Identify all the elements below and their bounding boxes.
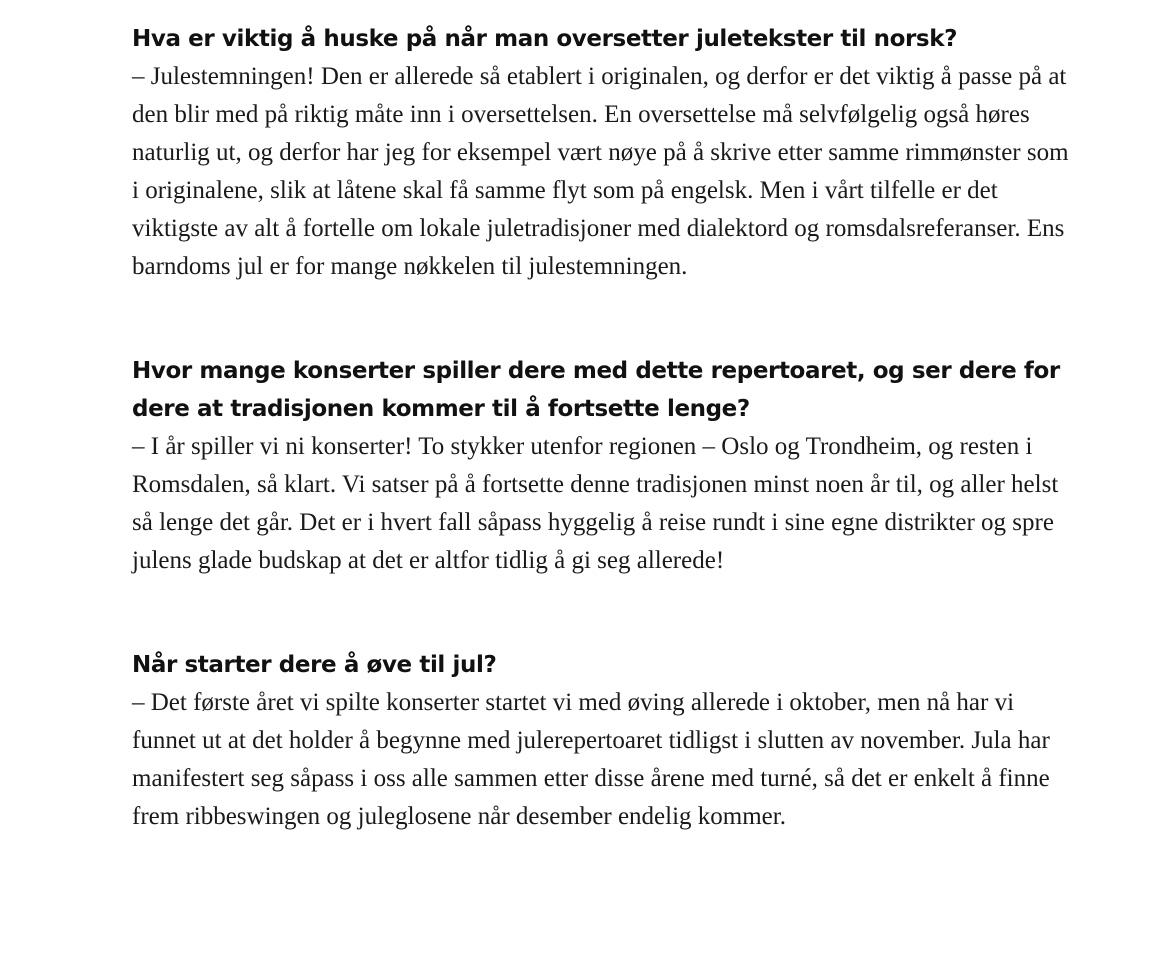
qa-block-translation [132,20,1072,286]
question-heading: Når starter dere å øve til jul? [132,652,497,678]
qa-block-rehearsal [132,646,1072,836]
answer-paragraph: – I år spiller vi ni konserter! To stykker utenfor regionen – Oslo og Trondheim, og resten i Romsdalen, så klart. Vi satser på å fortsette denne tradisjonen minst noen år til, og aller helst så lenge det går. Det er i hvert fall såpass hyggelig å reise rundt i sine egne distrikter og spre julens glade budskap at det er altfor tidlig å gi seg allerede! [132,433,1059,574]
question-heading: Hvor mange konserter spiller dere med dette repertoaret, og ser dere for dere at tradisjonen kommer til å fortsette lenge? [132,358,1060,422]
answer-paragraph: – Julestemningen! Den er allerede så etablert i originalen, og derfor er det viktig å passe på at den blir med på riktig måte inn i oversettelsen. En oversettelse må selvfølgelig også høres naturlig ut, og derfor har jeg for eksempel vært nøye på å skrive etter samme rimmønster som i originalene, slik at låtene skal få samme flyt som på engelsk. Men i vårt tilfelle er det viktigste av alt å fortelle om lokale juletradisjoner med dialektord og romsdalsreferanser. Ens barndoms jul er for mange nøkkelen til julestemningen. [132,63,1069,280]
answer-paragraph: – Det første året vi spilte konserter startet vi med øving allerede i oktober, men nå har vi funnet ut at det holder å begynne med julerepertoaret tidligst i slutten av november. Jula har manifestert seg såpass i oss alle sammen etter disse årene med turné, så det er enkelt å finne frem ribbeswingen og juleglosene når desember endelig kommer. [132,689,1050,830]
interview-article [132,20,1072,902]
qa-block-concerts [132,352,1072,580]
question-heading: Hva er viktig å huske på når man oversetter juletekster til norsk? [132,26,958,52]
